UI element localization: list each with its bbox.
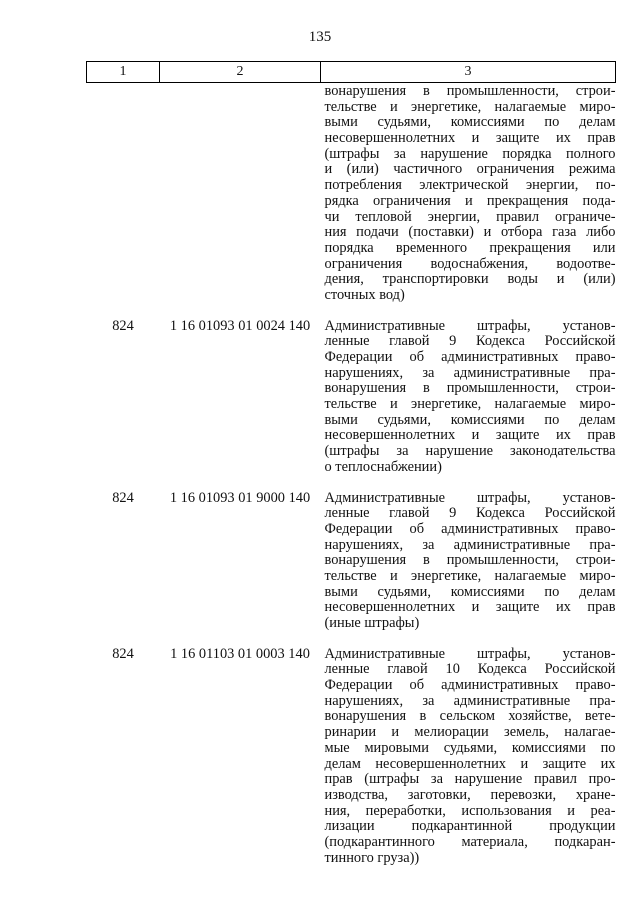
description-line: вонарушения в промышленности, строи- [324,552,616,569]
description-line: и (или) частичного ограничения режима [324,161,616,178]
column-header-1: 1 [87,62,160,83]
description-line: тельстве и энергетике, налагаемые миро- [324,98,616,115]
code-cell: 824 [112,645,134,662]
description-line: несовершеннолетних и защите их прав [324,130,616,147]
description-line: дения, транспортировки воды и (или) [324,271,616,288]
description-line: ленные главой 9 Кодекса Российской [324,333,616,350]
code-cell: 824 [112,489,134,506]
description-line: нарушениях, за административные пра- [324,692,616,709]
description-line: Федерации об административных право- [324,677,616,694]
kbk-cell: 1 16 01093 01 9000 140 [169,489,311,506]
description-line: вонарушения в промышленности, строи- [324,380,616,397]
description-line: делам несовершеннолетних и защите их [324,755,616,772]
description-line: Федерации об административных право- [324,520,616,537]
description-line: (штрафы за нарушение законодательства [324,443,616,460]
description-line: (иные штрафы) [324,615,420,631]
description-line: нарушениях, за административные пра- [324,364,616,381]
description-line: ринарии и мелиорации земель, налагае- [324,724,616,741]
kbk-cell: 1 16 01093 01 0024 140 [169,317,311,334]
kbk-cell [160,83,321,312]
description-line: выми судьями, комиссиями по делам [324,114,616,131]
description-line: несовершеннолетних и защите их прав [324,599,616,616]
description-line: ленные главой 10 Кодекса Российской [324,661,616,678]
description-line: порядка временного прекращения или [324,239,616,256]
description-line: несовершеннолетних и защите их прав [324,427,616,444]
description-line: (штрафы за нарушение порядка полного [324,145,616,162]
table-row [87,640,616,875]
description-cell [321,312,616,484]
description-line: изводства, заготовки, перевозки, хране- [324,786,616,803]
table-row-continuation [87,83,616,312]
description-line: вонарушения в промышленности, строи- [324,83,616,99]
description-line: Административные штрафы, установ- [324,317,616,334]
description-line: выми судьями, комиссиями по делам [324,583,616,600]
kbk-cell: 1 16 01103 01 0003 140 [170,645,310,662]
description-line: нарушениях, за административные пра- [324,536,616,553]
column-header-3: 3 [321,62,616,83]
description-line: выми судьями, комиссиями по делам [324,411,616,428]
description-cell [321,640,616,875]
code-cell: 824 [112,317,134,334]
code-cell [87,83,160,312]
description-line: лизации подкарантинной продукции [324,818,616,835]
description-line: ния, переработки, использования и реа- [324,802,616,819]
description-line: прав (штрафы за нарушение правил про- [324,771,616,788]
description-line: тельстве и энергетике, налагаемые миро- [324,567,616,584]
description-line: сточных вод) [324,286,405,303]
description-line: о теплоснабжении) [324,458,442,475]
description-line: (подкарантинного материала, подкаран- [324,833,616,850]
description-line: потребления электрической энергии, по- [324,177,616,194]
description-cell [321,83,616,312]
description-line: Административные штрафы, установ- [324,645,616,662]
description-line: мые мировыми судьями, комиссиями по [324,739,616,756]
budget-code-table [86,61,616,874]
description-line: тинного груза)) [324,849,420,866]
description-line: рядка ограничения и прекращения пода- [324,192,616,209]
description-line: Федерации об административных право- [324,349,616,365]
page-number: 135 [308,29,332,45]
description-line: вонарушения в сельском хозяйстве, вете- [324,708,616,725]
description-line: Административные штрафы, установ- [324,489,616,506]
table-row [87,484,616,640]
table-row [87,312,616,484]
description-line: чи тепловой энергии, правил ограниче- [324,208,616,225]
description-line: ограничения водоснабжения, водоотве- [324,255,616,272]
description-line: ния подачи (поставки) и отбора газа либо [324,224,616,241]
description-cell [321,484,616,640]
table-header-row [87,62,616,83]
description-line: тельстве и энергетике, налагаемые миро- [324,396,616,413]
column-header-2: 2 [160,62,321,83]
description-line: ленные главой 9 Кодекса Российской [324,505,616,522]
